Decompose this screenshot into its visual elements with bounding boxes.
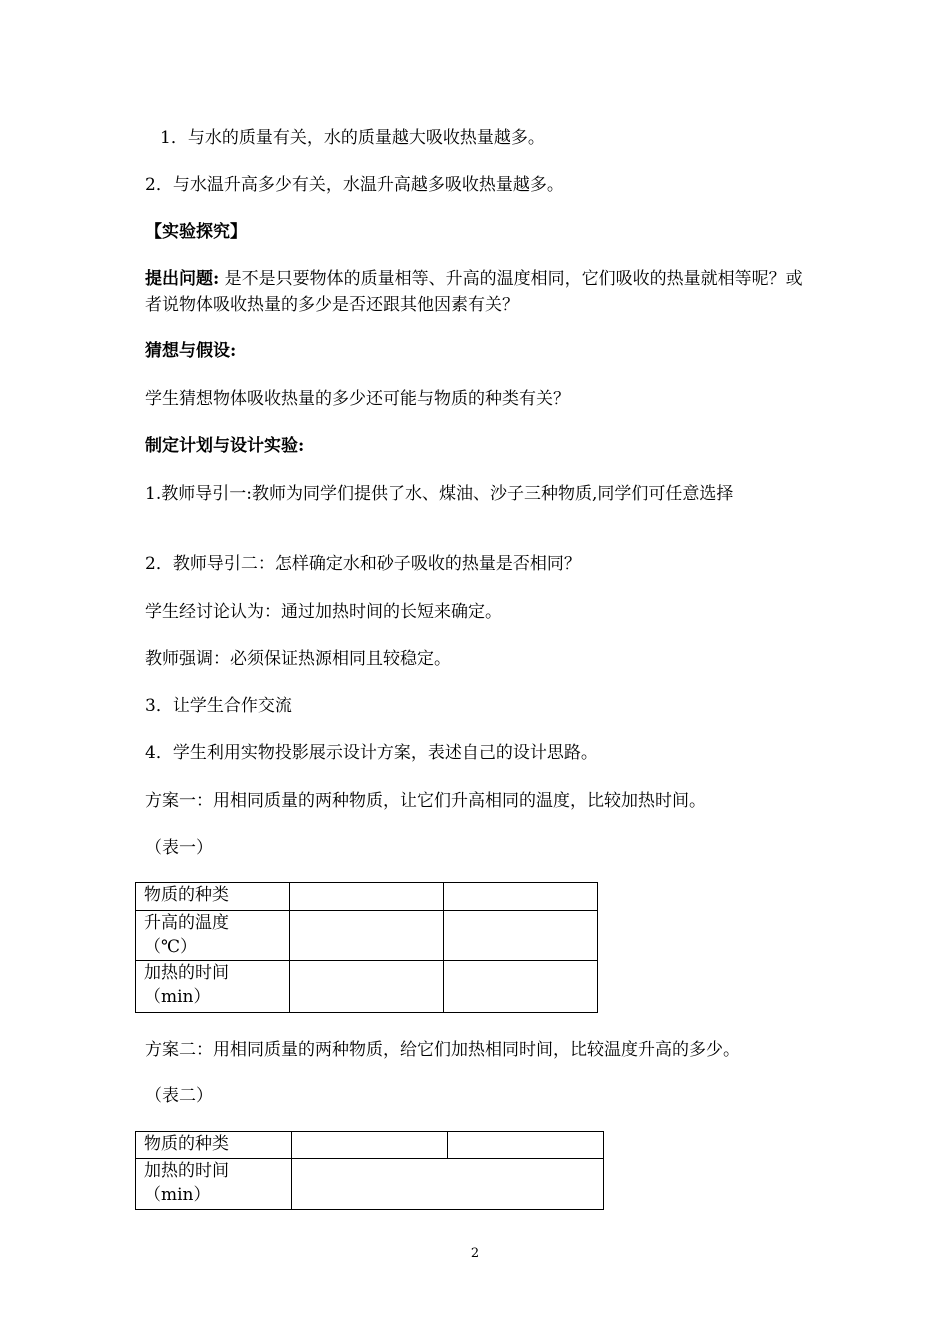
table2-cell-merged — [292, 1159, 604, 1210]
item-1: 1．与水的质量有关，水的质量越大吸收热量越多。 — [160, 128, 545, 148]
guide-2: 2．教师导引二：怎样确定水和砂子吸收的热量是否相同？ — [145, 554, 581, 574]
emphasis: 教师强调：必须保证热源相同且较稳定。 — [145, 649, 451, 669]
table1-row2-label-a: 升高的温度 — [144, 913, 229, 933]
table1-cell — [444, 911, 598, 961]
section-title: 【实验探究】 — [145, 222, 247, 242]
table1-row3-label — [136, 961, 290, 1013]
table1-row1-label: 物质的种类 — [136, 883, 290, 911]
table1-cell — [444, 961, 598, 1013]
table1-row2-label-b: （℃） — [144, 937, 198, 957]
present: 4．学生利用实物投影展示设计方案，表述自己的设计思路。 — [145, 743, 598, 763]
table1-row3-label-b: （min） — [144, 987, 211, 1007]
table1-cell — [290, 961, 444, 1013]
table1-caption: （表一） — [145, 838, 213, 858]
table2-caption: （表二） — [145, 1086, 213, 1106]
table1-cell — [290, 883, 444, 911]
hypothesis-text: 学生猜想物体吸收热量的多少还可能与物质的种类有关？ — [145, 389, 570, 409]
plan-2: 方案二：用相同质量的两种物质，给它们加热相同时间，比较温度升高的多少。 — [145, 1040, 740, 1060]
cooperate: 3．让学生合作交流 — [145, 696, 292, 716]
guide-1: 1.教师导引一:教师为同学们提供了水、煤油、沙子三种物质,同学们可任意选择 — [145, 484, 734, 504]
table2-row2-label — [136, 1159, 292, 1210]
table2-cell — [448, 1132, 604, 1159]
question-text: 是不是只要物体的质量相等、升高的温度相同，它们吸收的热量就相等呢？或者说物体吸收热量的多少是否还跟其他因素有关？ — [145, 269, 803, 315]
item-2: 2．与水温升高多少有关，水温升高越多吸收热量越多。 — [145, 175, 564, 195]
table2-row2-label-b: （min） — [144, 1185, 211, 1205]
table2-row1-label: 物质的种类 — [136, 1132, 292, 1159]
discussion: 学生经讨论认为：通过加热时间的长短来确定。 — [145, 602, 502, 622]
table-2 — [135, 1131, 604, 1210]
table1-cell — [290, 911, 444, 961]
plan-1: 方案一：用相同质量的两种物质，让它们升高相同的温度，比较加热时间。 — [145, 791, 706, 811]
question-paragraph — [145, 266, 815, 318]
plan-label: 制定计划与设计实验: — [145, 436, 305, 456]
table2-row2-label-a: 加热的时间 — [144, 1161, 229, 1181]
hypothesis-label: 猜想与假设: — [145, 341, 237, 361]
table2-cell — [292, 1132, 448, 1159]
table1-cell — [444, 883, 598, 911]
table1-row3-label-a: 加热的时间 — [144, 963, 229, 983]
question-label: 提出问题: — [145, 269, 220, 289]
table-1 — [135, 882, 598, 1013]
page-number: 2 — [470, 1246, 480, 1261]
table1-row2-label — [136, 911, 290, 961]
